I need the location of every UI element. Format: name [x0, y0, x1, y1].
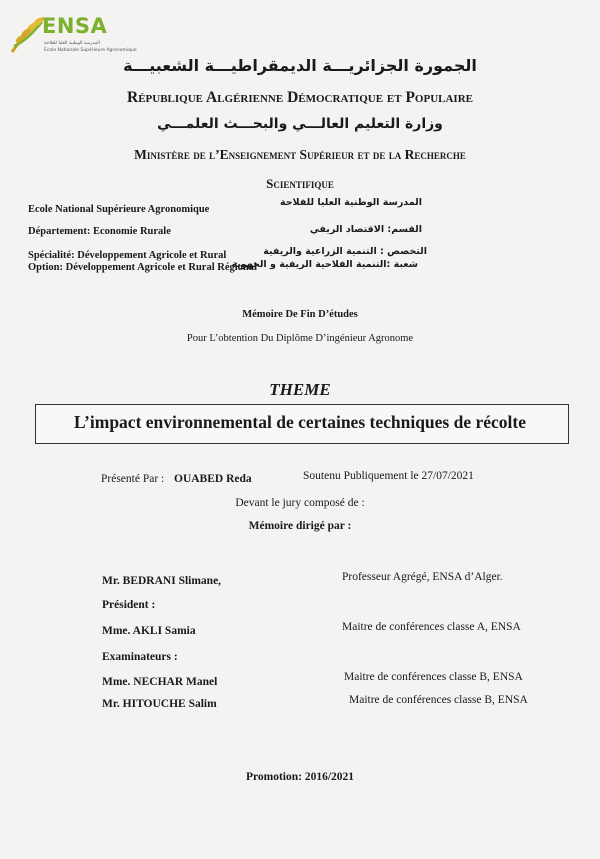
- examiner2-name: Mr. HITOUCHE Salim: [102, 698, 217, 710]
- memoire-title: Mémoire De Fin D’études: [242, 309, 358, 320]
- specialty-arabic: التخصص : التنمية الزراعية والريفية: [263, 246, 427, 257]
- examiner1-title: Maitre de conférences classe B, ENSA: [344, 671, 523, 683]
- director-name: Mr. BEDRANI Slimane,: [102, 575, 222, 587]
- republic-french: République Algérienne Démocratique et Populaire: [127, 89, 473, 106]
- promotion: Promotion: 2016/2021: [245, 771, 355, 783]
- author-name: OUABED Reda: [174, 473, 252, 485]
- memoire-purpose: Pour L’obtention Du Diplôme D’ingénieur Agronome: [186, 333, 414, 344]
- defense-date: Soutenu Publiquement le 27/07/2021: [303, 470, 474, 482]
- theme-heading: THEME: [269, 380, 331, 399]
- option-french: Option: Développement Agricole et Rural Régional: [28, 262, 257, 273]
- president-label: Président :: [102, 599, 156, 611]
- presented-label: Présenté Par :: [101, 473, 165, 485]
- examiners-label: Examinateurs :: [102, 651, 178, 663]
- ministry-french-line1: Ministère de l’Enseignement Supérieur et de la Recherche: [134, 147, 466, 162]
- school-arabic: المدرسة الوطنية العليا للفلاحة: [279, 197, 422, 208]
- logo-tagline-ar: المدرسة الوطنية العليا للفلاحة: [44, 41, 100, 46]
- republic-arabic: الجمورة الجزائريـــة الديمقراطيـــة الشعبيـــة: [123, 56, 477, 75]
- specialty-french: Spécialité: Développement Agricole et Rural: [28, 250, 227, 261]
- ensa-logo: [8, 10, 137, 60]
- theme-title: L’impact environnemental de certaines techniques de récolte: [73, 412, 527, 432]
- logo-wordmark: ENSA: [42, 14, 108, 38]
- ministry-french-line2: Scientifique: [266, 176, 334, 191]
- president-name: Mme. AKLI Samia: [102, 625, 196, 637]
- option-arabic: شعبة :التنمية الفلاحية الريفية و الجهوية: [231, 259, 418, 270]
- examiner1-name: Mme. NECHAR Manel: [102, 676, 218, 688]
- ministry-arabic: وزارة التعليم العالـــي والبحـــث العلمـــي: [157, 116, 443, 132]
- department-arabic: القسم: الاقتصاد الريفي: [309, 224, 422, 235]
- examiner2-title: Maitre de conférences classe B, ENSA: [349, 694, 528, 706]
- school-french: Ecole National Supérieure Agronomique: [28, 204, 210, 215]
- department-french: Département: Economie Rurale: [28, 226, 171, 237]
- logo-tagline-fr: Ecole Nationale Supérieure Agronomique: [44, 48, 137, 53]
- director-title: Professeur Agrégé, ENSA d’Alger.: [342, 571, 503, 583]
- directed-by-label: Mémoire dirigé par :: [248, 520, 352, 532]
- jury-intro: Devant le jury composé de :: [235, 497, 365, 509]
- president-title: Maitre de conférences classe A, ENSA: [342, 621, 521, 633]
